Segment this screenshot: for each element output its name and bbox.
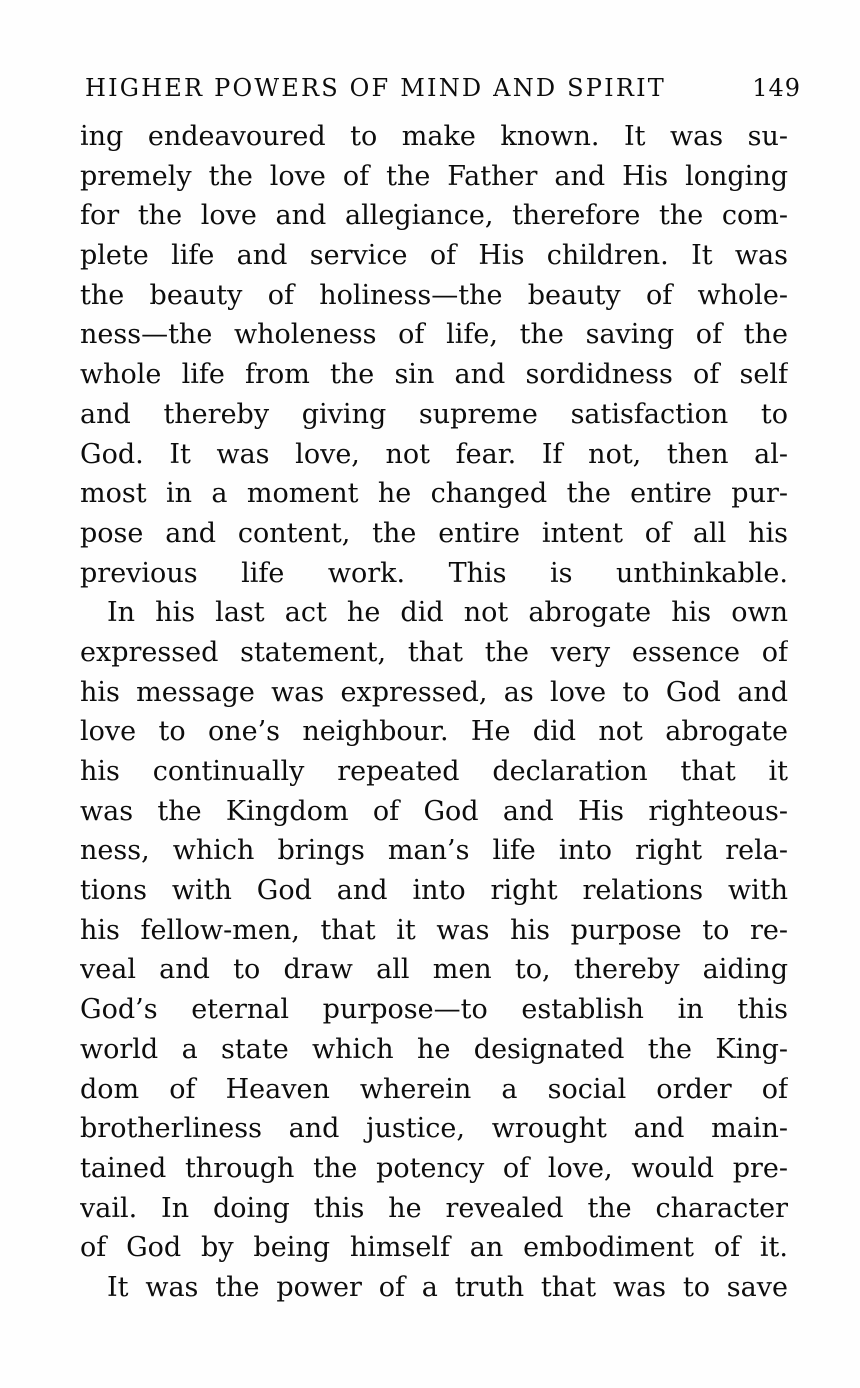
text-line: previous life work. This is unthinkable.	[80, 557, 788, 589]
text-line: brotherliness and justice, wrought and main-	[80, 1113, 788, 1145]
text-line: God’s eternal purpose—to establish in this	[80, 994, 788, 1026]
text-line: dom of Heaven wherein a social order of	[80, 1073, 788, 1105]
text-line: his continually repeated declaration that it	[80, 756, 788, 787]
text-line: It was the power of a truth that was to save	[107, 1271, 788, 1303]
text-line: God. It was love, not fear. If not, then al-	[80, 438, 788, 470]
paragraph	[80, 593, 788, 1268]
text-line: the beauty of holiness—the beauty of whole-	[80, 279, 788, 311]
text-line: ness, which brings man’s life into right rela-	[80, 835, 788, 867]
text-line: his message was expressed, as love to God and	[80, 676, 788, 708]
text-line: world a state which he designated the King-	[80, 1033, 788, 1065]
running-header	[85, 74, 801, 102]
text-line: tions with God and into right relations with	[80, 875, 788, 907]
paragraph	[80, 117, 788, 593]
text-line: whole life from the sin and sordidness of self	[80, 359, 788, 391]
text-line: tained through the potency of love, would pre-	[80, 1152, 788, 1184]
text-line: was the Kingdom of God and His righteous-	[80, 795, 788, 827]
page-body	[80, 117, 788, 1308]
text-line: pose and content, the entire intent of all his	[80, 517, 788, 549]
text-line: of God by being himself an embodiment of it.	[80, 1232, 788, 1264]
text-line: love to one’s neighbour. He did not abrogate	[80, 716, 788, 748]
text-line: veal and to draw all men to, thereby aiding	[80, 954, 788, 986]
text-line: expressed statement, that the very essence of	[80, 636, 788, 668]
text-line: for the love and allegiance, therefore the com-	[80, 200, 788, 232]
text-line: vail. In doing this he revealed the character	[80, 1192, 788, 1224]
paragraph	[80, 1268, 788, 1308]
text-line: most in a moment he changed the entire pur-	[80, 478, 788, 510]
text-line: his fellow-men, that it was his purpose to re-	[80, 914, 788, 946]
text-line: premely the love of the Father and His longing	[80, 160, 788, 192]
text-line: ness—the wholeness of life, the saving of the	[80, 319, 788, 351]
text-line: In his last act he did not abrogate his own	[107, 597, 788, 629]
page-number: 149	[752, 74, 801, 102]
text-line: ing endeavoured to make known. It was su-	[80, 121, 788, 152]
text-line: and thereby giving supreme satisfaction to	[80, 398, 788, 430]
text-line: plete life and service of His children. It was	[80, 240, 788, 272]
running-header-title: HIGHER POWERS OF MIND AND SPIRIT	[85, 74, 666, 102]
